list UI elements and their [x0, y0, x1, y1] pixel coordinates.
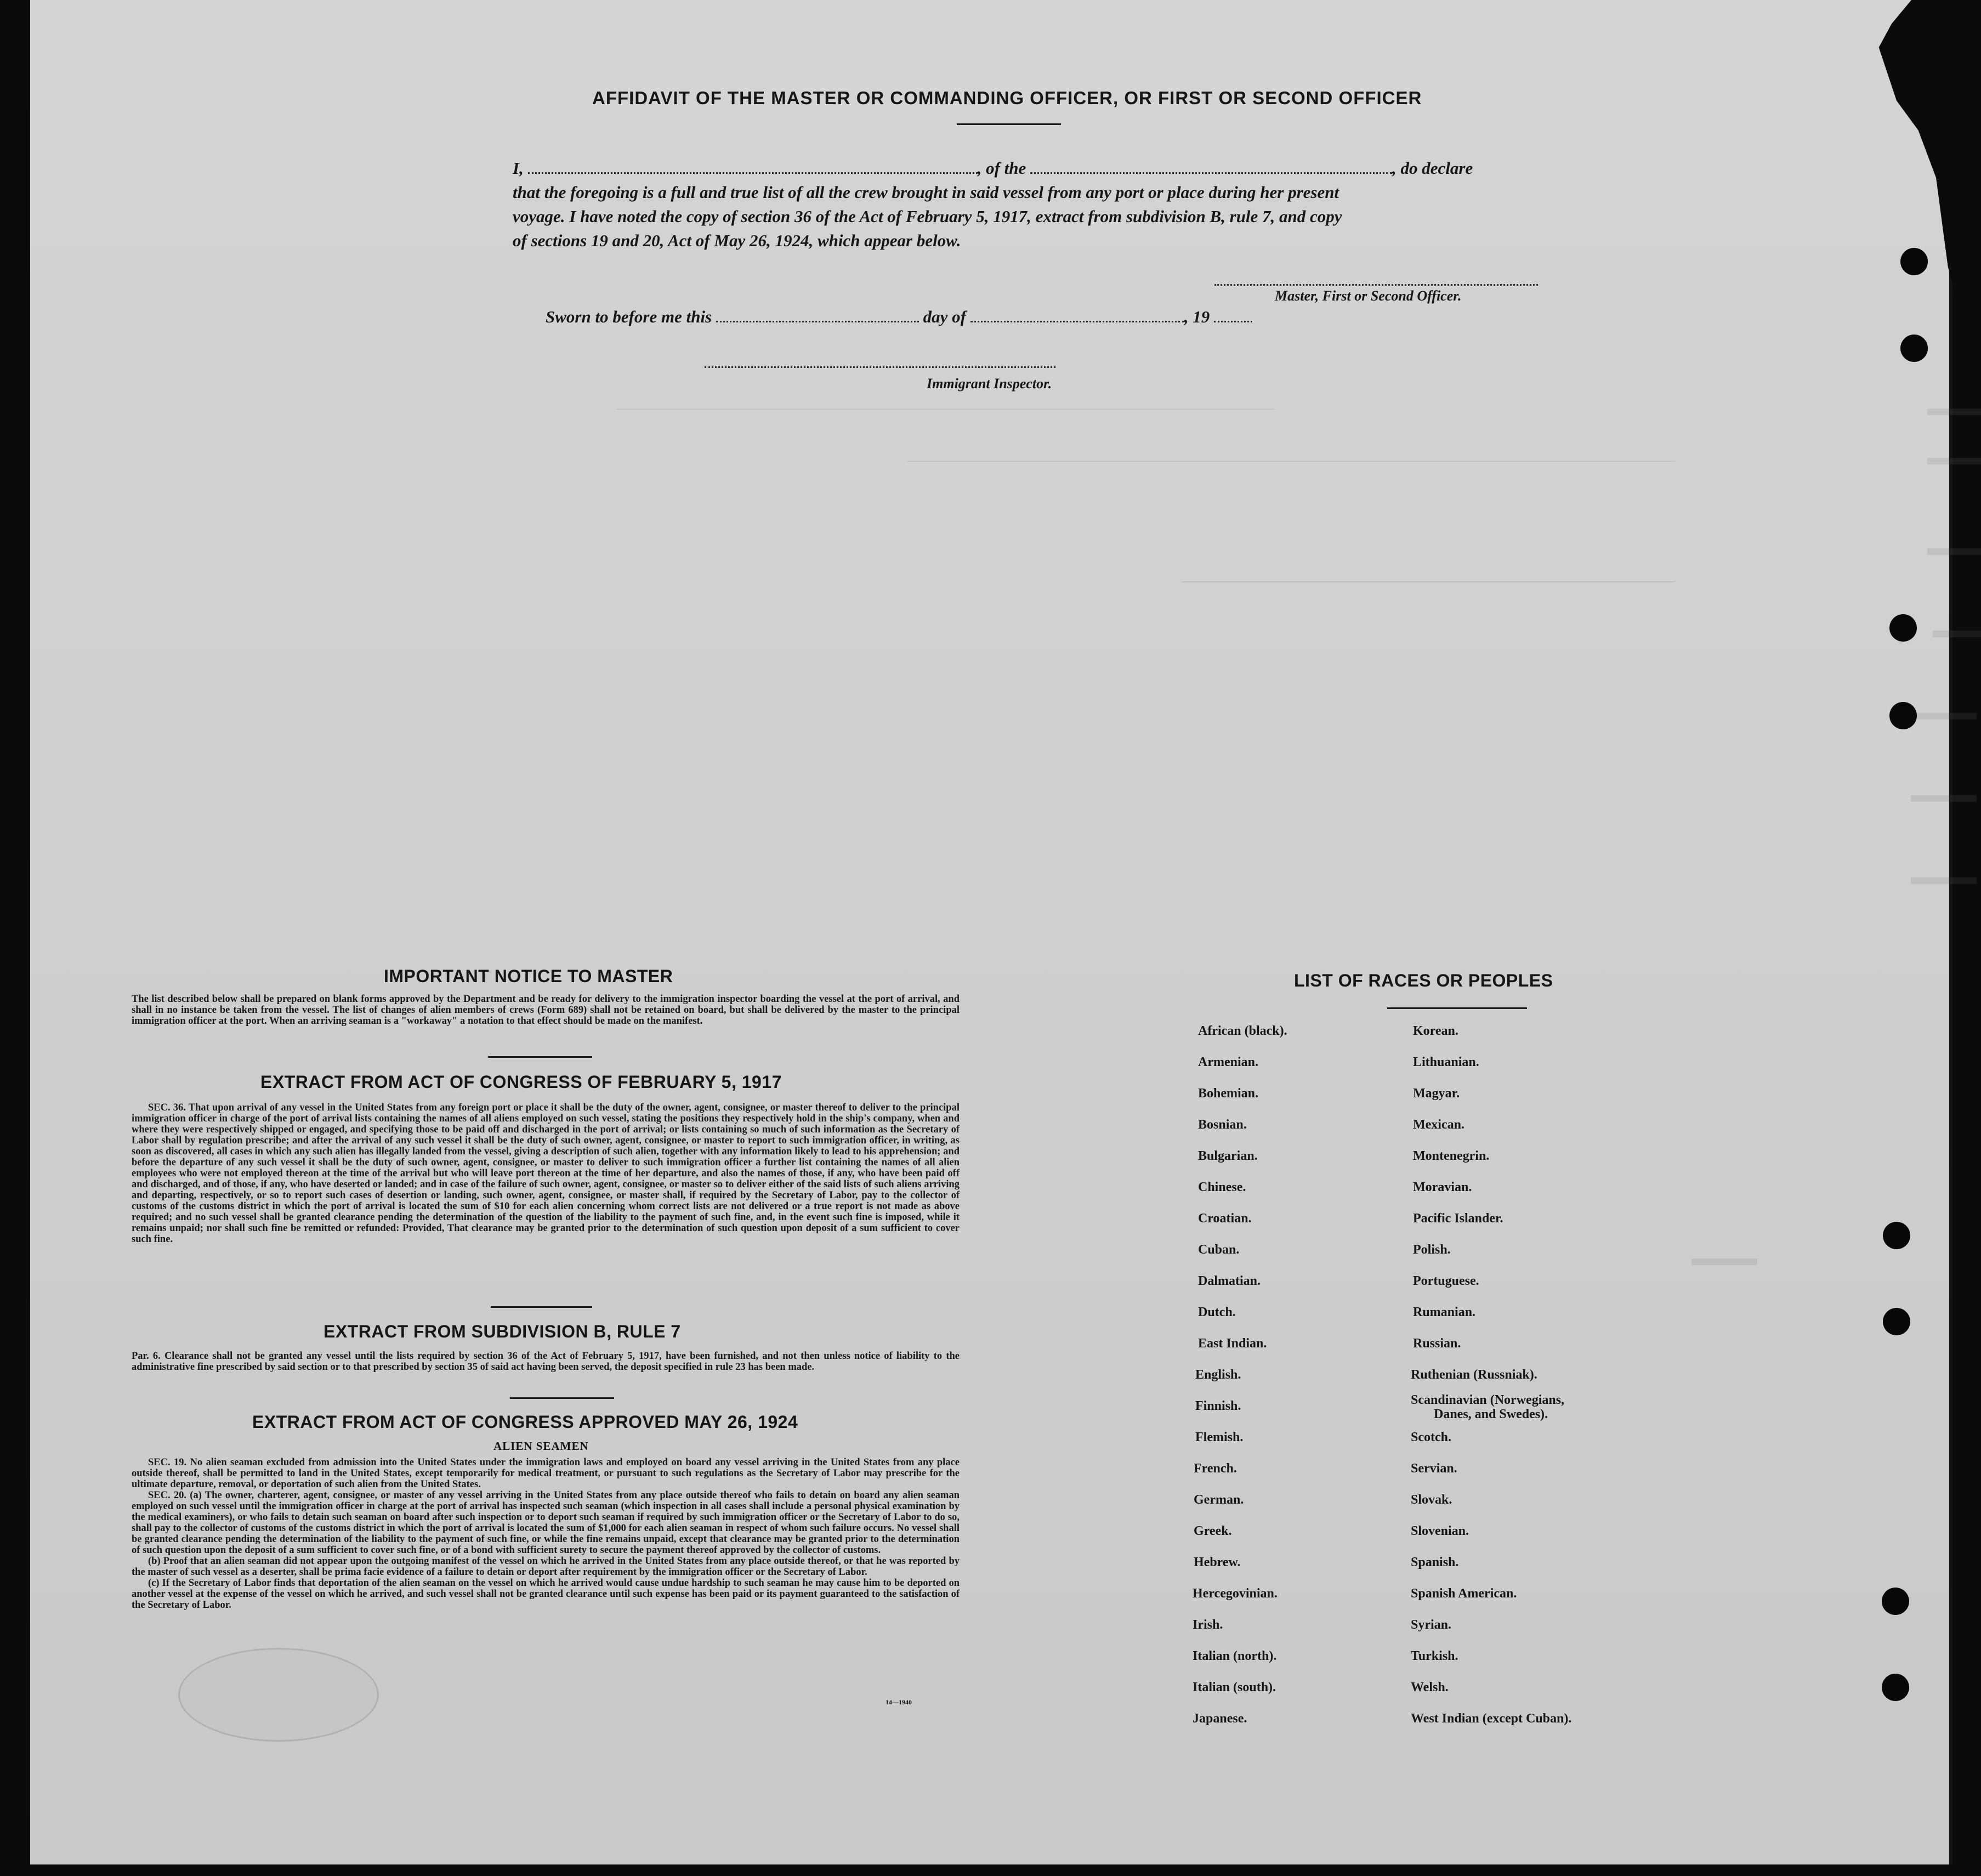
- race-item: Dutch.: [1198, 1305, 1236, 1319]
- embossed-seal: [178, 1648, 379, 1742]
- punch-hole: [1883, 1222, 1910, 1249]
- sworn-label: Sworn to before me this: [546, 307, 712, 326]
- declaration-line-3: voyage. I have noted the copy of section 36 of the Act of February 5, 1917, extract from subdivision B, rule 7, and copy: [513, 207, 1342, 226]
- sworn-day-field[interactable]: [716, 309, 919, 322]
- race-item: Pacific Islander.: [1413, 1211, 1503, 1226]
- race-item: Korean.: [1413, 1024, 1458, 1038]
- section-20b-paragraph: (b) Proof that an alien seaman did not appear upon the outgoing manifest of the vessel on which he arrived in the United States from any place outside thereof, or that he was reported by the master of such vessel as a deserter, shall be prima facie evidence of a failure to detain or deport after requirement by the immigration officer or the Secretary of Labor.: [132, 1556, 960, 1578]
- race-item: Cuban.: [1198, 1243, 1240, 1257]
- race-item: Magyar.: [1413, 1086, 1460, 1101]
- bleed-through-line: [617, 409, 1275, 410]
- inspector-signature-line[interactable]: [705, 366, 1055, 368]
- bleed-through-mark: [1691, 1259, 1757, 1265]
- section-divider: [510, 1397, 614, 1399]
- race-item: Portuguese.: [1413, 1274, 1479, 1288]
- race-item: Spanish American.: [1411, 1586, 1517, 1601]
- race-item: Rumanian.: [1413, 1305, 1476, 1319]
- bleed-through-mark: [1911, 795, 1977, 802]
- race-item: Polish.: [1413, 1243, 1451, 1257]
- bleed-through-line: [907, 461, 1675, 462]
- race-item: Japanese.: [1193, 1711, 1247, 1726]
- race-item: West Indian (except Cuban).: [1411, 1711, 1572, 1726]
- race-item: Spanish.: [1411, 1555, 1459, 1569]
- extract-1924-text: [132, 1457, 960, 1611]
- race-item: Flemish.: [1195, 1430, 1244, 1444]
- title-divider: [957, 123, 1061, 125]
- affidavit-declaration: [513, 156, 1576, 253]
- race-item: Scandinavian (Norwegians,: [1411, 1393, 1565, 1407]
- punch-hole: [1900, 248, 1928, 275]
- declaration-line-4: of sections 19 and 20, Act of May 26, 1924, which appear below.: [513, 231, 961, 250]
- race-item: Greek.: [1194, 1524, 1232, 1538]
- race-item: Bohemian.: [1198, 1086, 1259, 1101]
- extract-1924-title: EXTRACT FROM ACT OF CONGRESS APPROVED MAY 26, 1924: [252, 1412, 798, 1432]
- bleed-through-line: [1182, 581, 1675, 582]
- notice-text: The list described below shall be prepared on blank forms approved by the Department and be ready for delivery to the immigration inspector boarding the vessel at the port of arrival, and shall in no instance be taken from the vessel. The list of changes of alien members of crews (Form 689) shall not be retained on board, but shall be delivered by the master to the principal immigration officer at the port. When an arriving seaman is a "workaway" a notation to that effect should be made on the manifest.: [132, 994, 960, 1027]
- master-signature-caption: Master, First or Second Officer.: [1275, 288, 1462, 304]
- race-item: Bulgarian.: [1198, 1149, 1258, 1163]
- race-item: Syrian.: [1411, 1618, 1452, 1632]
- bleed-through-mark: [1927, 548, 1981, 555]
- name-blank-field[interactable]: [528, 160, 978, 174]
- extract-rule7-text: Par. 6. Clearance shall not be granted any vessel until the lists required by section 36 of the Act of February 5, 1917, have been furnished, and not then unless notice of liability to the administrative fine prescribed by said section or to that prescribed by section 35 of said act having been served, the deposit specified in rule 23 has been made.: [132, 1351, 960, 1373]
- extract-1917-text: [132, 1102, 960, 1245]
- alien-seamen-subtitle: ALIEN SEAMEN: [493, 1439, 589, 1453]
- declaration-do-declare: , do declare: [1392, 158, 1473, 178]
- section-20c-paragraph: (c) If the Secretary of Labor finds that deportation of the alien seaman on the vessel on which he arrived would cause undue hardship to such seaman he may cause him to be deported on another vessel at the expense of the vessel on which he arrived, and such vessel shall not be granted clearance until such expense has been paid or its payment guaranteed to the satisfaction of the Secretary of Labor.: [132, 1578, 960, 1611]
- race-item: Welsh.: [1411, 1680, 1449, 1694]
- section-19-paragraph: SEC. 19. No alien seaman excluded from admission into the United States under the immigration laws and employed on board any vessel arriving in the United States from any place outside thereof, shall be permitted to land in the United States, except temporarily for medical treatment, or pursuant to such regulations as the Secretary of Labor may prescribe for the ultimate departure, removal, or deportation of such alien from the United States.: [132, 1457, 960, 1490]
- race-item: Croatian.: [1198, 1211, 1252, 1226]
- section-20a-paragraph: SEC. 20. (a) The owner, charterer, agent, consignee, or master of any vessel arriving in the United States from any place outside thereof who fails to detain on board any alien seaman employed on such vessel until the immigration officer in charge at the port of arrival has inspected such seaman (which inspection in all cases shall include a personal physical examination by the medical examiners), or who fails to detain such seaman on board after such inspection or to deport such seaman if required by such immigration officer or the Secretary of Labor to do so, shall pay to the collector of customs of the customs district in which the port of arrival is located the sum of $1,000 for each alien seaman in respect of whom such failure occurs. No vessel shall be granted clearance pending the determination of the liability to the payment of such fine, or while the fine remains unpaid, except that clearance may be granted prior to the determination of such question upon the deposit of a sum sufficient to cover such fine, or of a bond with sufficient surety to secure the payment thereof approved by the collector of customs.: [132, 1490, 960, 1556]
- sworn-year-label: , 19: [1184, 307, 1210, 326]
- race-item-continuation: Danes, and Swedes).: [1434, 1407, 1548, 1421]
- race-item: Chinese.: [1198, 1180, 1246, 1194]
- declaration-line-2: that the foregoing is a full and true list of all the crew brought in said vessel from any port or place during her present: [513, 183, 1339, 202]
- race-item: Lithuanian.: [1413, 1055, 1479, 1069]
- sworn-statement: [546, 307, 1252, 327]
- race-item: Mexican.: [1413, 1118, 1465, 1132]
- race-item: Italian (south).: [1193, 1680, 1276, 1694]
- section-divider: [488, 1056, 592, 1058]
- punch-hole: [1883, 1308, 1910, 1335]
- punch-hole: [1889, 614, 1917, 642]
- bleed-through-mark: [1927, 458, 1981, 464]
- race-item: Montenegrin.: [1413, 1149, 1490, 1163]
- sworn-year-field[interactable]: [1214, 309, 1252, 322]
- race-item: Turkish.: [1411, 1649, 1458, 1663]
- form-number: 14—1940: [886, 1698, 912, 1706]
- bleed-through-mark: [1933, 631, 1981, 637]
- race-item: Italian (north).: [1193, 1649, 1277, 1663]
- race-item: African (black).: [1198, 1024, 1287, 1038]
- document-page: [30, 0, 1952, 1864]
- race-item: Russian.: [1413, 1336, 1461, 1351]
- races-divider: [1387, 1007, 1527, 1009]
- race-item: East Indian.: [1198, 1336, 1267, 1351]
- punch-hole: [1882, 1674, 1909, 1701]
- declaration-of-the: , of the: [977, 158, 1026, 178]
- bleed-through-mark: [1927, 409, 1981, 415]
- bleed-through-mark: [1911, 877, 1977, 884]
- race-item: Slovak.: [1411, 1493, 1452, 1507]
- race-item: English.: [1195, 1368, 1241, 1382]
- vessel-blank-field[interactable]: [1030, 160, 1392, 174]
- race-item: Dalmatian.: [1198, 1274, 1261, 1288]
- bleed-through-mark: [1911, 713, 1977, 719]
- section-divider: [491, 1306, 592, 1308]
- race-item: French.: [1194, 1461, 1237, 1476]
- punch-hole: [1889, 702, 1917, 729]
- extract-1917-title: EXTRACT FROM ACT OF CONGRESS OF FEBRUARY 5, 1917: [260, 1072, 782, 1092]
- declaration-line-1: [513, 156, 1576, 180]
- punch-hole: [1900, 335, 1928, 362]
- race-item: Slovenian.: [1411, 1524, 1469, 1538]
- race-item: Scotch.: [1411, 1430, 1451, 1444]
- race-item: Servian.: [1411, 1461, 1457, 1476]
- sworn-month-field[interactable]: [970, 309, 1184, 322]
- race-item: Finnish.: [1195, 1399, 1241, 1413]
- notice-title: IMPORTANT NOTICE TO MASTER: [384, 966, 673, 986]
- inspector-signature-caption: Immigrant Inspector.: [927, 376, 1052, 392]
- punch-hole: [1882, 1588, 1909, 1615]
- race-item: German.: [1194, 1493, 1244, 1507]
- race-item: Armenian.: [1198, 1055, 1258, 1069]
- section-36-paragraph: SEC. 36. That upon arrival of any vessel in the United States from any foreign port or place it shall be the duty of the owner, agent, consignee, or master thereof to deliver to the principal immigration officer in charge of the port of arrival lists containing the names of all aliens employed on such vessel, stating the positions they respectively hold in the ship's company, when and where they were respectively shipped or engaged, and specifying those to be paid off and discharged in the port of arrival; or lists containing so much of such information as the Secretary of Labor shall by regulation prescribe; and after the arrival of any such vessel it shall be the duty of such owner, agent, consignee, or master to report to such immigration officer, in writing, as soon as discovered, all cases in which any such alien has illegally landed from the vessel, giving a description of such alien, together with any information likely to lead to his apprehension; and before the departure of any such vessel it shall be the duty of such owner, agent, consignee, or master to deliver to such immigration officer a further list containing the names of all alien employees who were not employed thereon at the time of the arrival but who will leave port thereon at the time of her departure, and also the names of those, if any, who have been paid off and discharged, and of those, if any, who have deserted or landed; and in case of the failure of such owner, agent, consignee, or master so to deliver either of the said lists of such aliens arriving and departing, respectively, or so to report such cases of desertion or landing, such owner, agent, consignee, or master shall, if required by the Secretary of Labor, pay to the collector of customs of the customs district in which the port of arrival is located the sum of $10 for each alien concerning whom correct lists are not delivered or a true report is not made as above required; and no such vessel shall be granted clearance pending the determination of the question of the liability to the payment of such fine, and, in the event such fine is imposed, while it remains unpaid; nor shall such fine be remitted or refunded: Provided, That clearance may be granted prior to the determination of such question upon deposit of a sum sufficient to cover such fine.: [132, 1102, 960, 1245]
- extract-rule7-title: EXTRACT FROM SUBDIVISION B, RULE 7: [323, 1322, 681, 1341]
- declaration-i: I,: [513, 158, 524, 178]
- master-signature-line[interactable]: [1214, 284, 1538, 286]
- sworn-day-of-label: day of: [923, 307, 966, 326]
- race-item: Hercegovinian.: [1193, 1586, 1278, 1601]
- affidavit-title: AFFIDAVIT OF THE MASTER OR COMMANDING OFFICER, OR FIRST OR SECOND OFFICER: [592, 88, 1422, 108]
- race-item: Irish.: [1193, 1618, 1223, 1632]
- race-item: Moravian.: [1413, 1180, 1472, 1194]
- race-item: Ruthenian (Russniak).: [1411, 1368, 1537, 1382]
- races-list-title: LIST OF RACES OR PEOPLES: [1294, 971, 1553, 990]
- race-item: Bosnian.: [1198, 1118, 1247, 1132]
- race-item: Hebrew.: [1194, 1555, 1241, 1569]
